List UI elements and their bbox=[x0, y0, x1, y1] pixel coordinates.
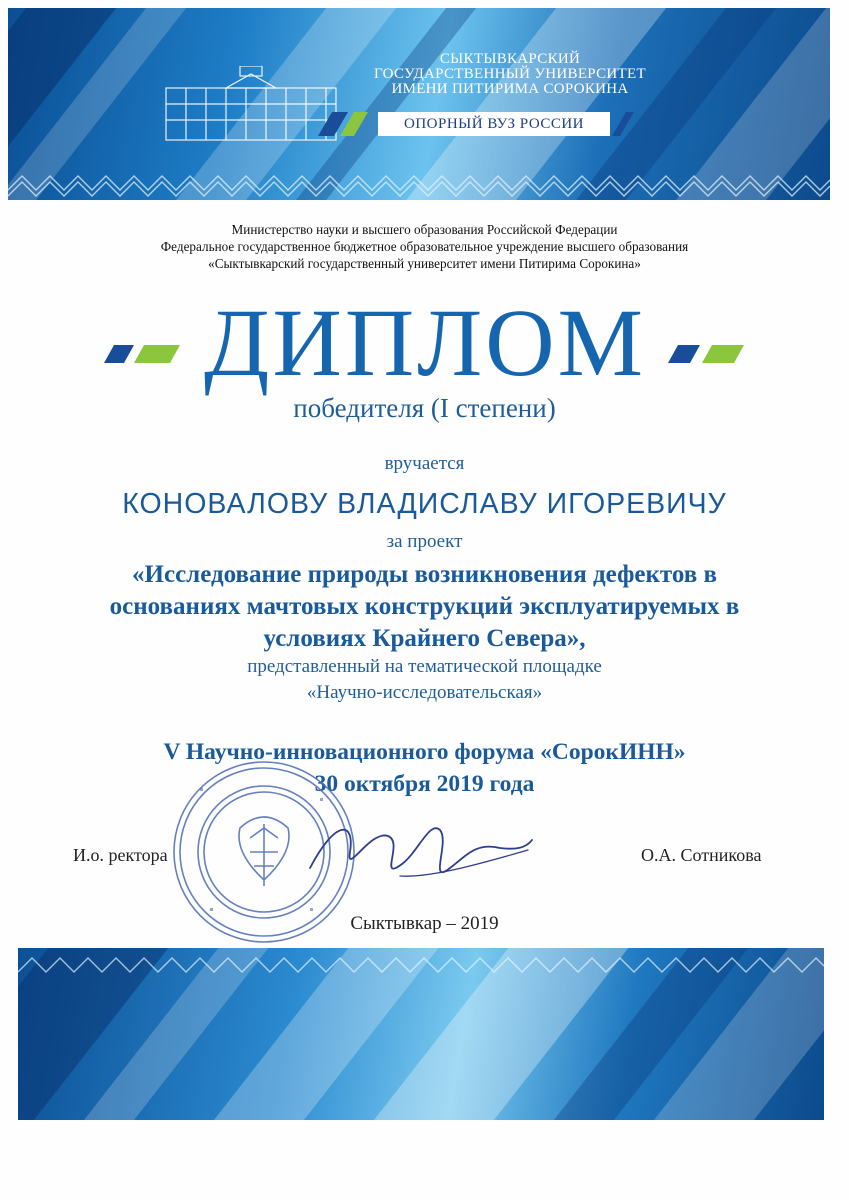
project-title-line: основаниях мачтовых конструкций эксплуатируемых в bbox=[109, 593, 740, 620]
signer-name: О.А. Сотникова bbox=[641, 845, 762, 865]
presented-block bbox=[0, 654, 849, 706]
right-title-decoration bbox=[668, 345, 746, 363]
support-university-label: ОПОРНЫЙ ВУЗ РОССИИ bbox=[378, 112, 610, 136]
ornament-band bbox=[8, 170, 830, 200]
recipient-name: КОНОВАЛОВУ ВЛАДИСЛАВУ ИГОРЕВИЧУ bbox=[122, 488, 727, 520]
university-name-line: ГОСУДАРСТВЕННЫЙ УНИВЕРСИТЕТ bbox=[374, 66, 646, 82]
section-name: «Научно-исследовательская» bbox=[306, 682, 543, 703]
ministry-line: Министерство науки и высшего образования Российской Федерации bbox=[231, 222, 618, 237]
award-degree: победителя (I степени) bbox=[293, 393, 556, 423]
title-block bbox=[0, 289, 849, 396]
university-name-line: ИМЕНИ ПИТИРИМА СОРОКИНА bbox=[391, 81, 629, 97]
institution-type-line: Федеральное государственное бюджетное образовательное учреждение высшего образования bbox=[160, 239, 689, 254]
institution-name-line: «Сыктывкарский государственный университет имени Питирима Сорокина» bbox=[208, 256, 641, 271]
handwritten-signature bbox=[280, 790, 540, 910]
city-year: Сыктывкар – 2019 bbox=[350, 913, 499, 934]
presented-line: представленный на тематической площадке bbox=[247, 656, 602, 677]
ministry-block bbox=[0, 221, 849, 272]
for-project-label: за проект bbox=[386, 531, 463, 552]
project-title-line: «Исследование природы возникновения дефектов в bbox=[132, 561, 717, 588]
diploma-title: ДИПЛОМ bbox=[204, 289, 646, 396]
project-title bbox=[60, 559, 789, 655]
university-name bbox=[350, 52, 670, 97]
acting-rector-label: И.о. ректора bbox=[73, 845, 168, 865]
footer-ornament-band bbox=[18, 948, 824, 978]
forum-date: 30 октября 2019 года bbox=[314, 771, 535, 797]
footer-banner bbox=[18, 948, 824, 1120]
header-banner bbox=[8, 8, 830, 200]
awarded-to-label: вручается bbox=[384, 453, 465, 474]
university-name-line: СЫКТЫВКАРСКИЙ bbox=[439, 51, 581, 67]
forum-name: V Научно-инновационного форума «СорокИНН» bbox=[163, 739, 686, 765]
project-title-line: условиях Крайнего Севера», bbox=[263, 625, 586, 652]
